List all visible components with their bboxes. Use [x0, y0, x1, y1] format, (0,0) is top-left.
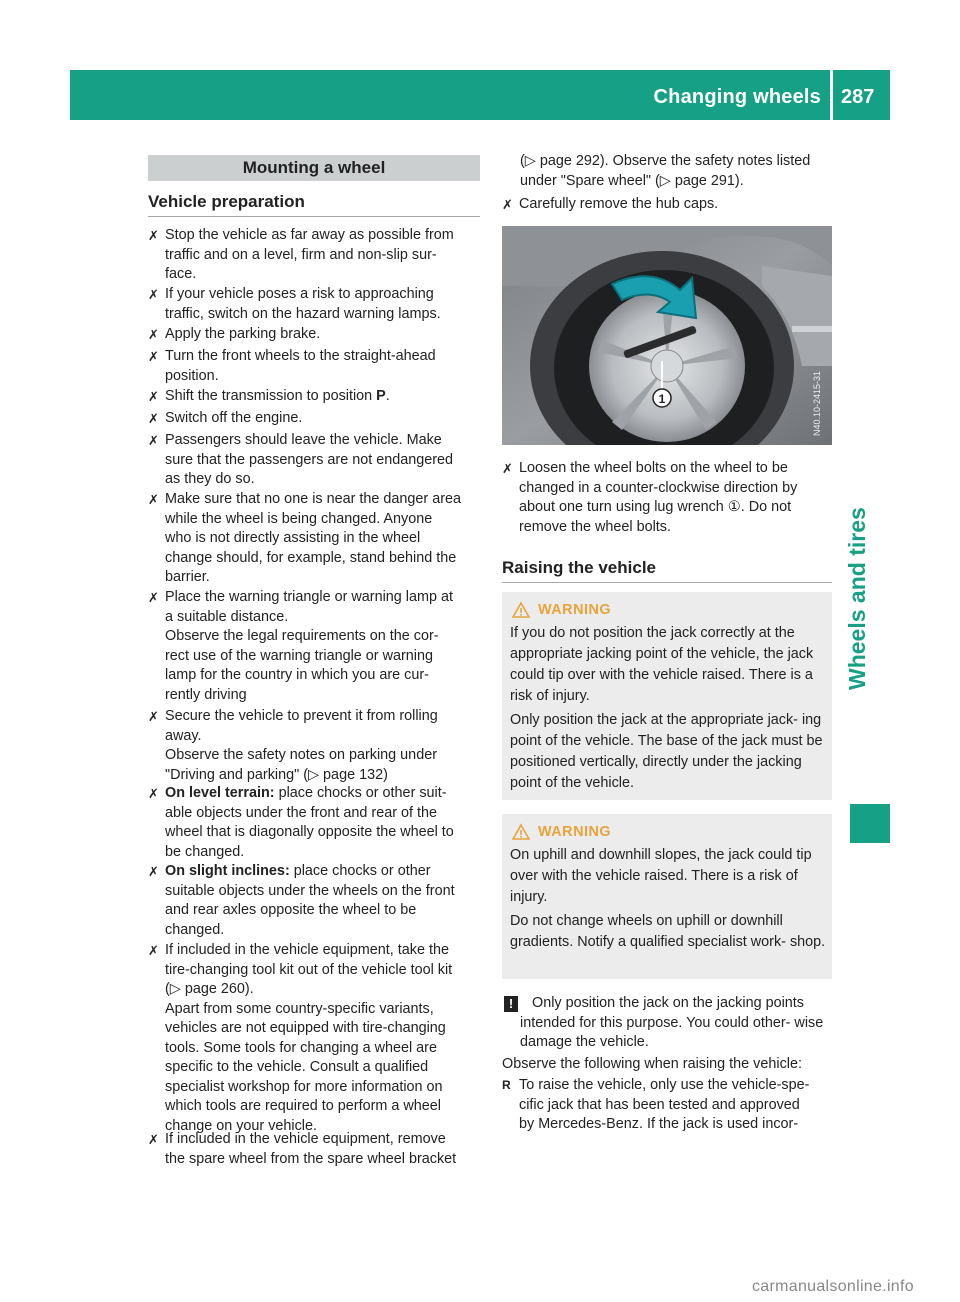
- list-item: [148, 941, 483, 1136]
- list-item: [148, 862, 483, 940]
- list-item-line: tools. Some tools for changing a wheel are: [165, 1039, 437, 1056]
- step-marker-icon: ✗: [148, 411, 159, 426]
- list-item-line: who is not directly assisting in the wheel: [165, 530, 421, 546]
- list-item-line: Make sure that no one is near the danger area: [165, 491, 461, 507]
- list-item-line: able objects under the front and rear of the: [165, 804, 438, 821]
- list-item-line: Passengers should leave the vehicle. Make: [165, 432, 442, 448]
- warning-text: Do not change wheels on uphill or downhill gradients. Notify a qualified specialist work- shop.: [510, 913, 826, 950]
- list-item-line: "Driving and parking" (▷ page 132): [165, 766, 388, 783]
- step-marker-icon: ✗: [148, 943, 159, 958]
- list-item-line: position.: [165, 367, 219, 384]
- warning-text: If you do not position the jack correctly at the appropriate jacking point of the vehicle, the jack could tip over with the vehicle raised. There is a risk of injury.: [510, 625, 814, 704]
- step-marker-icon: ✗: [148, 590, 159, 605]
- list-item-line: Observe the legal requirements on the cor-: [165, 628, 439, 644]
- list-item-line: tire-changing tool kit out of the vehicle tool kit: [165, 961, 453, 978]
- list-item-line: Stop the vehicle as far away as possible from: [165, 227, 454, 243]
- step-marker-icon: ✗: [148, 1132, 159, 1147]
- warning-triangle-icon: [512, 823, 530, 841]
- note-exclamation-icon: !: [504, 996, 518, 1012]
- list-item-line: changed.: [165, 921, 225, 938]
- warning-triangle-icon: [512, 601, 530, 619]
- section-heading-bar: [148, 155, 480, 181]
- list-item-line: sure that the passengers are not endangered: [165, 451, 454, 468]
- list-item: [148, 285, 483, 324]
- step-marker-icon: ✗: [148, 389, 159, 404]
- side-tab-marker: [850, 804, 890, 843]
- note-text: Only position the jack on the jacking points intended for this purpose. You could other- wise damage the vehicle.: [520, 995, 824, 1050]
- list-item-line: rect use of the warning triangle or warning: [165, 647, 433, 664]
- header-divider: [830, 70, 833, 120]
- step-marker-icon: ✗: [148, 327, 159, 342]
- wheel-photo: [502, 226, 832, 445]
- list-item-jack: R To raise the vehicle, only use the vehicle-spe- cific jack that has been tested and approved by Mercedes-Benz. If the jack is used incor-: [502, 1077, 810, 1132]
- list-item-hubcaps: ✗ Carefully remove the hub caps.: [502, 195, 832, 215]
- image-code: N40.10-2415-31: [812, 370, 822, 436]
- list-item-line: On level terrain: place chocks or other suit-: [165, 785, 447, 801]
- list-item: [148, 226, 483, 285]
- list-item-line: be changed.: [165, 843, 245, 860]
- list-item-line: a suitable distance.: [165, 608, 289, 625]
- list-item-line: specific to the vehicle. Consult a qualified: [165, 1059, 429, 1075]
- subheading-rule: [502, 582, 832, 583]
- list-item: [148, 409, 483, 429]
- step-marker-icon: ✗: [148, 349, 159, 364]
- list-item-line: the spare wheel from the spare wheel bracket: [165, 1150, 457, 1167]
- list-item-line: traffic and on a level, firm and non-slip sur-: [165, 246, 437, 263]
- list-item-line: If included in the vehicle equipment, remove: [165, 1131, 446, 1147]
- list-item-line: wheel that is diagonally opposite the wheel to: [165, 824, 454, 840]
- list-item-line: suitable objects under the wheels on the front: [165, 882, 455, 899]
- list-item: [148, 387, 483, 407]
- list-item-line: traffic, switch on the hazard warning lamps.: [165, 305, 441, 322]
- list-item-line: Place the warning triangle or warning lamp at: [165, 589, 453, 605]
- warning-box-slopes: [502, 814, 832, 979]
- list-item-line: change on your vehicle.: [165, 1117, 318, 1134]
- list-item: [148, 325, 483, 345]
- list-item-line: as they do so.: [165, 471, 255, 487]
- list-item-line: Shift the transmission to position P.: [165, 388, 390, 404]
- list-item-line: Switch off the engine.: [165, 410, 303, 426]
- subheading-raising-vehicle: Raising the vehicle: [502, 558, 656, 577]
- list-item-line: Apart from some country-specific variants,: [165, 1000, 434, 1017]
- list-item-line: face.: [165, 266, 197, 282]
- list-item-line: (▷ page 260).: [165, 981, 254, 997]
- list-item-line: Observe the safety notes on parking under: [165, 747, 437, 763]
- warning-box-jack-position: [502, 592, 832, 800]
- list-item-line: If your vehicle poses a risk to approaching: [165, 286, 434, 302]
- step-marker-icon: ✗: [502, 461, 513, 476]
- list-item-line: change should, for example, stand behind the: [165, 549, 457, 566]
- step-marker-icon: ✗: [502, 197, 513, 212]
- warning-text: On uphill and downhill slopes, the jack could tip over with the vehicle raised. There is a risk of injury.: [510, 847, 812, 905]
- step-marker-icon: ✗: [148, 864, 159, 879]
- list-item-line: If included in the vehicle equipment, take the: [165, 942, 449, 958]
- list-item-line: which tools are required to perform a wheel: [165, 1098, 441, 1114]
- footer-watermark: carmanualsonline.info: [752, 1278, 914, 1295]
- step-marker-icon: ✗: [148, 287, 159, 302]
- list-item-line: Turn the front wheels to the straight-ahead: [165, 348, 436, 364]
- list-item-line: lamp for the country in which you are cur-: [165, 667, 429, 683]
- list-item: [148, 431, 483, 490]
- observe-text: Observe the following when raising the vehicle:: [502, 1056, 802, 1072]
- list-item: [148, 1130, 483, 1169]
- list-item-line: vehicles are not equipped with tire-changing: [165, 1020, 446, 1036]
- wheel-illustration: [502, 226, 832, 445]
- list-item-line: Apply the parking brake.: [165, 326, 321, 342]
- list-item-line: and rear axles opposite the wheel to be: [165, 902, 417, 918]
- list-item: [148, 490, 483, 588]
- step-marker-icon: ✗: [148, 228, 159, 243]
- list-item-line: Secure the vehicle to prevent it from rolling: [165, 708, 438, 724]
- list-item-line: away.: [165, 727, 202, 744]
- warning-title: WARNING: [538, 602, 612, 618]
- warning-text: Only position the jack at the appropriate jack- ing point of the vehicle. The base of the jack must be positioned vertically, directly under the jacking point of the vehicle.: [510, 712, 823, 791]
- continuation-text: (▷ page 292). Observe the safety notes listed under "Spare wheel" (▷ page 291).: [520, 153, 811, 189]
- list-item: [148, 347, 483, 386]
- list-item: [148, 784, 483, 862]
- subheading-rule: [148, 216, 480, 217]
- step-marker-icon: ✗: [148, 433, 159, 448]
- list-item: [148, 588, 483, 705]
- list-item-line: while the wheel is being changed. Anyone: [165, 510, 433, 527]
- list-item-line: On slight inclines: place chocks or other: [165, 863, 431, 879]
- list-item-line: rently driving: [165, 686, 247, 703]
- list-item-loosen: ✗ Loosen the wheel bolts on the wheel to be changed in a counter-clockwise direction by about one turn using lug wrench ①. Do not remove the wheel bolts.: [502, 460, 798, 535]
- step-marker-icon: ✗: [148, 709, 159, 724]
- chapter-title: Changing wheels: [653, 86, 821, 108]
- step-marker-icon: ✗: [148, 786, 159, 801]
- list-item-line: specialist workshop for more information on: [165, 1078, 443, 1095]
- list-item: [148, 707, 483, 785]
- warning-title: WARNING: [538, 824, 612, 840]
- side-section-label: Wheels and tires: [844, 507, 870, 690]
- bullet-marker: R: [502, 1078, 511, 1092]
- step-marker-icon: ✗: [148, 492, 159, 507]
- section-title: Mounting a wheel: [242, 158, 386, 177]
- callout-1: 1: [658, 392, 666, 406]
- subheading-vehicle-preparation: Vehicle preparation: [148, 192, 305, 211]
- page-number: 287: [841, 86, 875, 108]
- list-item-line: barrier.: [165, 569, 210, 585]
